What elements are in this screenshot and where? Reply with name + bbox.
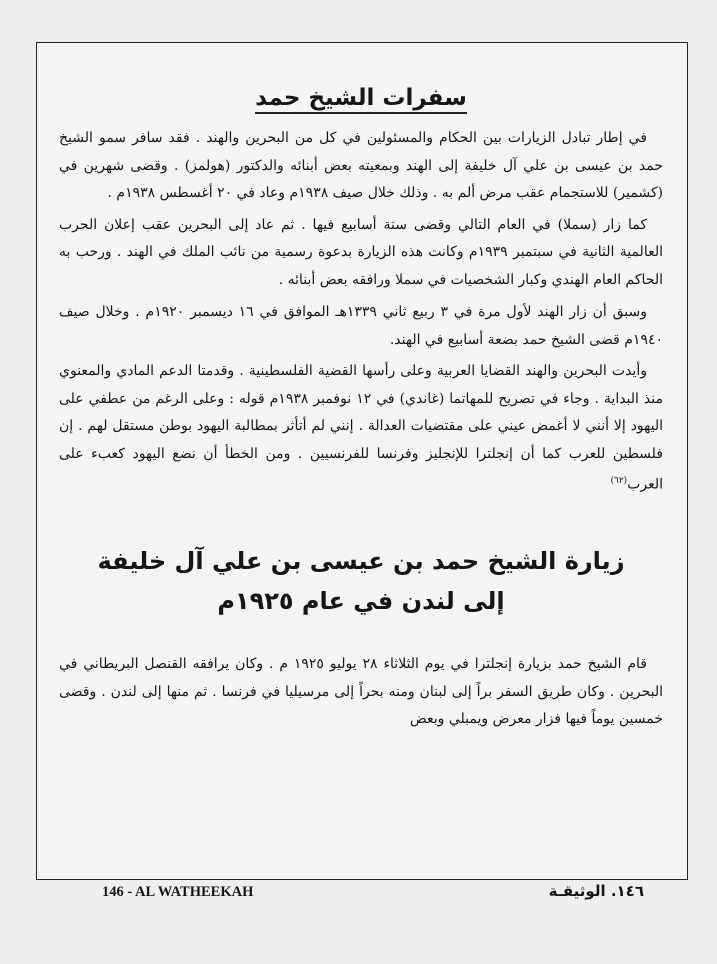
- page-content: [59, 43, 663, 879]
- footer-page-number-arabic: ١٤٦. الوثيقـة: [548, 882, 644, 900]
- section-title-london-visit-line2: إلى لندن في عام ١٩٢٥م: [217, 587, 505, 616]
- paragraph-simla-visit: كما زار (سملا) في العام التالي وقضى ستة أسابيع فيها . ثم عاد إلى البحرين عقب إعلان الحرب العالمية الثانية في سبتمبر ١٩٣٩م وكانت هذه الزيارة بدعوة رسمية من نائب الملك في الهند . ورحب به الحاكم العام الهندي وكبار الشخصيات في سملا ورافقه بعض أبنائه .: [59, 216, 664, 288]
- paragraph-london-visit-1925: قام الشيخ حمد بزيارة إنجلترا في يوم الثلاثاء ٢٨ يوليو ١٩٢٥ م . وكان يرافقه القنصل البريطاني في البحرين . وكان طريق السفر براً إلى لبنان ومنه بحراً إلى مرسيليا في فرنسا . ثم منها إلى لندن . وقضى خمسين يوماً فيها فزار معرض ويمبلي وبعض: [59, 656, 663, 728]
- footer-page-number-latin: 146 - AL WATHEEKAH: [102, 884, 254, 900]
- section-title-text: سفرات الشيخ حمد: [255, 85, 467, 114]
- paragraph-india-visit-1938: في إطار تبادل الزيارات بين الحكام والمسئولين في كل من البحرين والهند . فقد سافر سمو الشيخ حمد بن عيسى بن علي آل خليفة إلى الهند وبمعيته بعض أبنائه والدكتور (هولمز) . وقضى شهرين في (كشمير) للاستجمام عقب مرض ألم به . وذلك خلال صيف ١٩٣٨م وعاد في ٢٠ أغسطس ١٩٣٨م .: [59, 130, 663, 201]
- paragraph-palestine-text: وأيدت البحرين والهند القضايا العربية وعلى رأسها القضية الفلسطينية . وقدمتا الدعم المادي والمعنوي منذ البداية . وجاء في تصريح للمهاتما (غاندي) في ١٢ نوفمبر ١٩٣٨م قوله : وعلى الرغم من عطفي على اليهود إلا أنني لا أغمض عيني على مقتضيات العدالة . إنني لم أتأثر بمطالبة اليهود بوطن مستقل لهم . إن فلسطين للعرب كما أن إنجلترا للإنجليز وفرنسا للفرنسيين . ومن الخطأ أن نضع اليهود كعبء على العرب: [59, 363, 663, 493]
- paragraph-palestine-support: [59, 358, 663, 499]
- page-footer: [36, 884, 688, 908]
- footnote-ref: (٦٢): [610, 476, 628, 486]
- paragraph-first-india-visit: وسبق أن زار الهند لأول مرة في ٣ ربيع ثاني ١٣٣٩هـ الموافق في ١٦ ديسمبر ١٩٢٠م . وخلال صيف ١٩٤٠م قضى الشيخ حمد بضعة أسابيع في الهند.: [59, 304, 663, 348]
- page-frame: [36, 42, 688, 880]
- section-title-london-visit-line1: زيارة الشيخ حمد بن عيسى بن علي آل خليفة: [97, 547, 625, 576]
- section-title-hamad-travels: [59, 83, 663, 113]
